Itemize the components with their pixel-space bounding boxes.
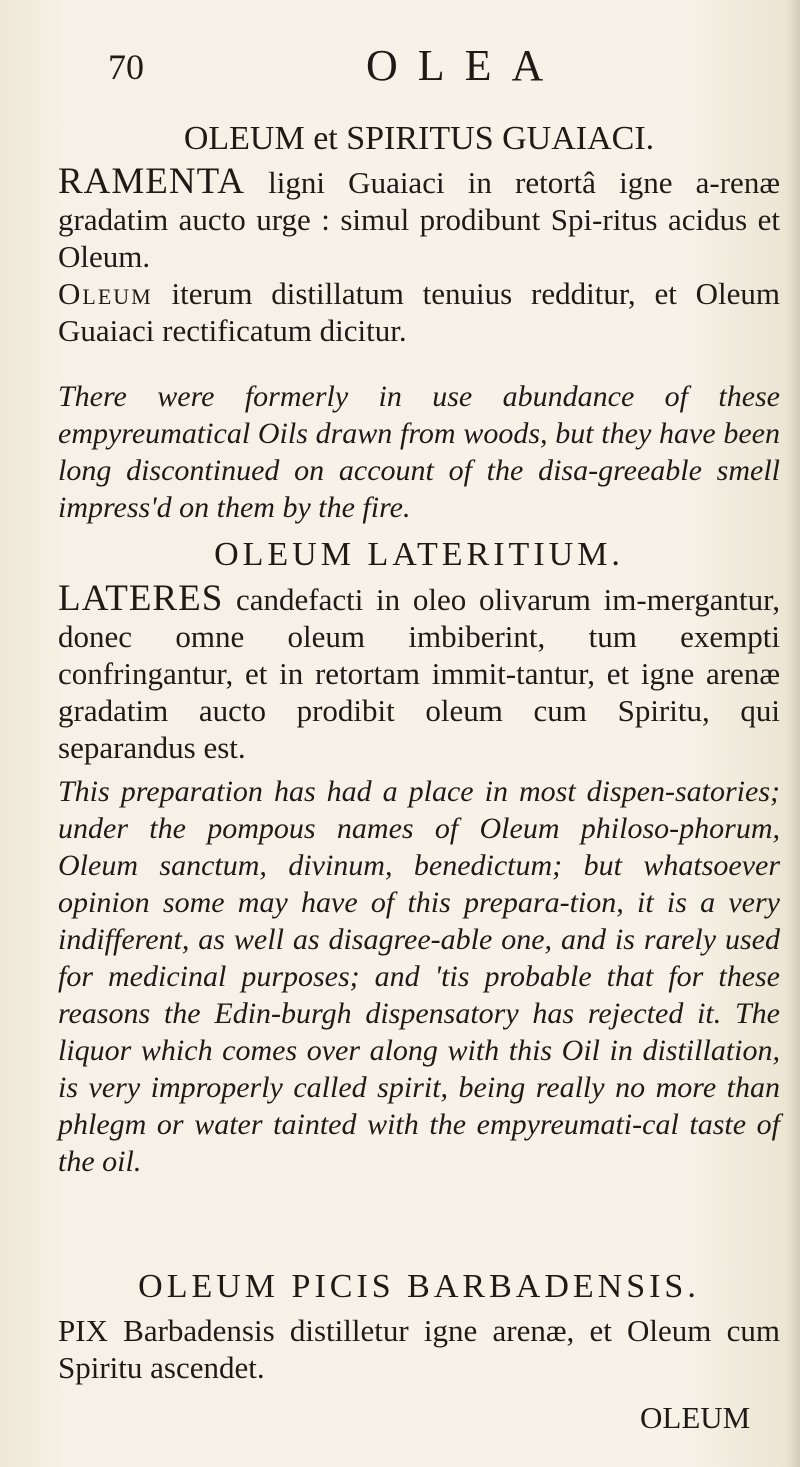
paragraph-text: iterum distillatum tenuius redditur, et Oleum Guaiaci rectificatum dicitur. (58, 276, 780, 348)
running-title: OLEA (366, 41, 564, 90)
lead-word: RAMENTA (58, 161, 245, 202)
catchword: OLEUM (640, 1400, 751, 1435)
lead-word: LATERES (58, 578, 224, 619)
recipe-paragraph-lateres (58, 580, 780, 766)
page-edge-shadow (786, 0, 800, 1467)
recipe-paragraph-pix (58, 1312, 780, 1386)
section-heading-picis-barbadensis: OLEUM PICIS BARBADENSIS. (138, 1268, 700, 1305)
page-header (108, 40, 768, 100)
commentary-note-lateritium: This preparation has had a place in most dispen-satories; under the pompous names of Oleum philoso-phorum, Oleum sanctum, divinum, benedictum; but whatsoever opinion some may have of this prepara-tion, it is a very indifferent, as well as disagree-able one, and is rarely used for medicinal purposes; and 'tis probable that for these reasons the Edin-burgh dispensatory has rejected it. The liquor which comes over along with this Oil in distillation, is very improperly called spirit, being really no more than phlegm or water tainted with the empyreumati-cal taste of the oil. (58, 775, 780, 1178)
lead-word: PIX (58, 1313, 108, 1348)
recipe-paragraph-oleum (58, 275, 780, 349)
commentary-note-guaiaci: There were formerly in use abundance of these empyreumatical Oils drawn from woods, but they have been long discontinued on account of the disa-greeable smell impress'd on them by the fire. (58, 380, 780, 524)
lead-word: Oleum (58, 276, 153, 311)
paragraph-text: ligni Guaiaci in retortâ igne a-renæ gradatim aucto urge : simul prodibunt Spi-ritus acidus et Oleum. (58, 165, 780, 274)
paragraph-text: candefacti in oleo olivarum im-mergantur, donec omne oleum imbiberint, tum exempti confringantur, et in retortam immit-tantur, et igne arenæ gradatim aucto prodibit oleum cum Spiritu, qui separandus est. (58, 582, 780, 765)
page-number: 70 (108, 47, 144, 87)
recipe-paragraph-ramenta (58, 163, 780, 275)
section-heading-lateritium: OLEUM LATERITIUM. (214, 536, 624, 573)
section-heading-guaiaci: OLEUM et SPIRITUS GUAIACI. (183, 120, 655, 157)
paragraph-text: Barbadensis distilletur igne arenæ, et Oleum cum Spiritu ascendet. (58, 1313, 780, 1385)
